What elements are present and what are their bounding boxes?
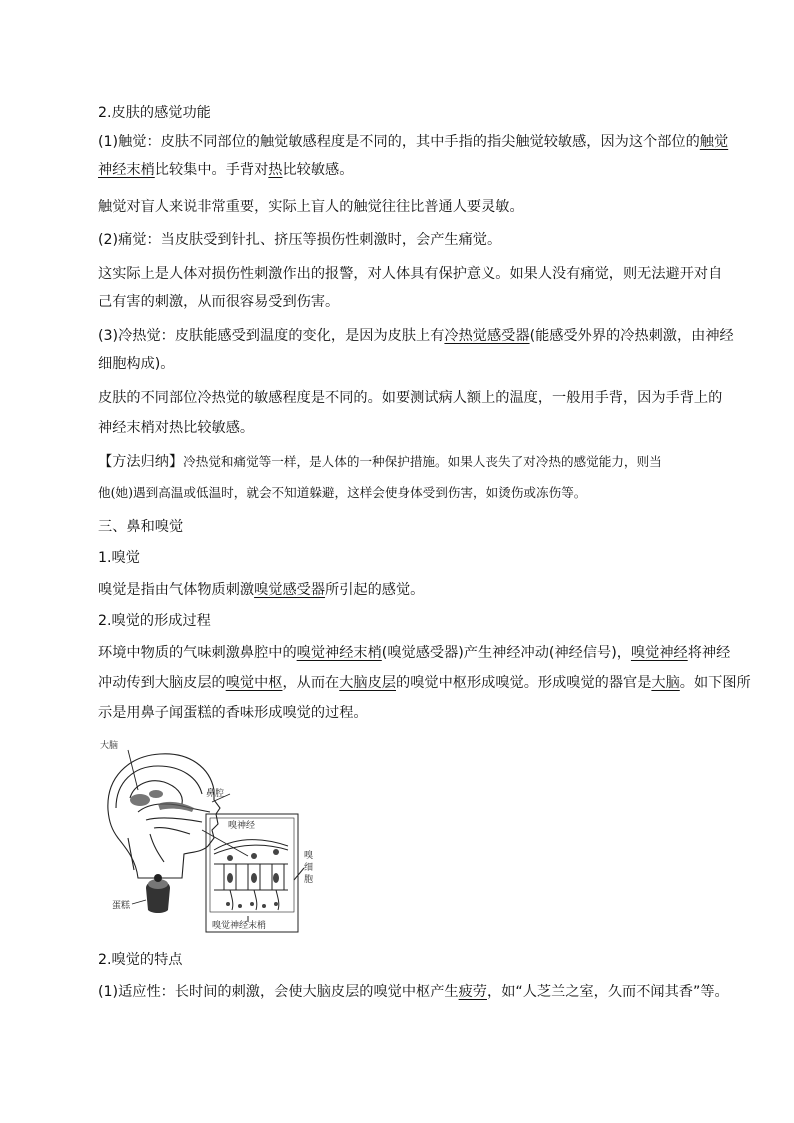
formation-paragraph-line3: 示是用鼻子闻蛋糕的香味形成嗅觉的过程。 xyxy=(98,705,368,721)
pain-explanation-line1: 这实际上是人体对损伤性刺激作出的报警，对人体具有保护意义。如果人没有痛觉，则无法避开对自 xyxy=(98,266,723,282)
subheading-characteristics: 2.嗅觉的特点 xyxy=(98,952,183,968)
cake-drawing xyxy=(132,874,170,913)
touch-paragraph-line1: (1)触觉：皮肤不同部位的触觉敏感程度是不同的，其中手指的指尖触觉较敏感，因为这个部位的触觉 xyxy=(98,134,729,150)
label-olfactory-cell-2: 细 xyxy=(304,863,314,873)
section-heading-skin: 2.皮肤的感觉功能 xyxy=(98,105,211,121)
cell-bodies xyxy=(226,849,279,908)
touch-paragraph-line2: 神经末梢比较集中。手背对热比较敏感。 xyxy=(98,162,354,178)
temperature-paragraph-line1: (3)冷热觉：皮肤能感受到温度的变化，是因为皮肤上有冷热觉感受器(能感受外界的冷热刺激，由神经 xyxy=(98,328,734,344)
pain-paragraph: (2)痛觉：当皮肤受到针扎、挤压等损伤性刺激时，会产生痛觉。 xyxy=(98,232,502,248)
head-outline-drawing xyxy=(108,754,220,878)
method-summary-line1: 【方法归纳】冷热觉和痛觉等一样，是人体的一种保护措施。如果人丧失了对冷热的感觉能力，则当 xyxy=(98,454,662,470)
temperature-sensitivity-line2: 神经末梢对热比较敏感。 xyxy=(98,420,255,436)
touch-blind-paragraph: 触觉对盲人来说非常重要，实际上盲人的触觉往往比普通人要灵敏。 xyxy=(98,199,524,215)
method-summary-label: 【方法归纳】 xyxy=(98,454,184,470)
section-heading-nose: 三、鼻和嗅觉 xyxy=(98,519,184,535)
method-summary-line2: 他(她)遇到高温或低温时，就会不知道躲避，这样会使身体受到伤害，如烫伤或冻伤等。 xyxy=(98,485,587,500)
formation-paragraph-line2: 冲动传到大脑皮层的嗅觉中枢，从而在大脑皮层的嗅觉中枢形成嗅觉。形成嗅觉的器官是大脑。如下图所 xyxy=(98,675,751,691)
label-nasal-cavity: 鼻腔 xyxy=(206,789,225,799)
label-olfactory-cell-1: 嗅 xyxy=(304,851,314,861)
olfactory-epithelium-inset xyxy=(206,814,304,932)
label-olfactory-cell-3: 胞 xyxy=(304,875,314,885)
subheading-formation: 2.嗅觉的形成过程 xyxy=(98,613,211,629)
temperature-paragraph-line2: 细胞构成)。 xyxy=(98,356,175,372)
brain-shading xyxy=(130,790,194,812)
pain-explanation-line2: 己有害的刺激，从而很容易受到伤害。 xyxy=(98,294,340,310)
label-olfactory-nerve: 嗅神经 xyxy=(228,821,256,831)
temperature-sensitivity-line1: 皮肤的不同部位冷热觉的敏感程度是不同的。如要测试病人额上的温度，一般用手背，因为手背上的 xyxy=(98,390,723,406)
subheading-smell: 1.嗅觉 xyxy=(98,550,140,566)
adaptation-paragraph: (1)适应性：长时间的刺激，会使大脑皮层的嗅觉中枢产生疲劳，如“人芝兰之室，久而不闻其香”等。 xyxy=(98,984,729,1000)
label-cake: 蛋糕 xyxy=(112,901,131,911)
formation-paragraph-line1: 环境中物质的气味刺激鼻腔中的嗅觉神经末梢(嗅觉感受器)产生神经冲动(神经信号)，嗅觉神经将神经 xyxy=(98,645,731,661)
label-brain: 大脑 xyxy=(100,741,119,751)
olfaction-diagram xyxy=(98,738,320,938)
smell-definition: 嗅觉是指由气体物质刺激嗅觉感受器所引起的感觉。 xyxy=(98,582,425,598)
label-nerve-endings: 嗅觉神经末梢 xyxy=(212,921,267,931)
